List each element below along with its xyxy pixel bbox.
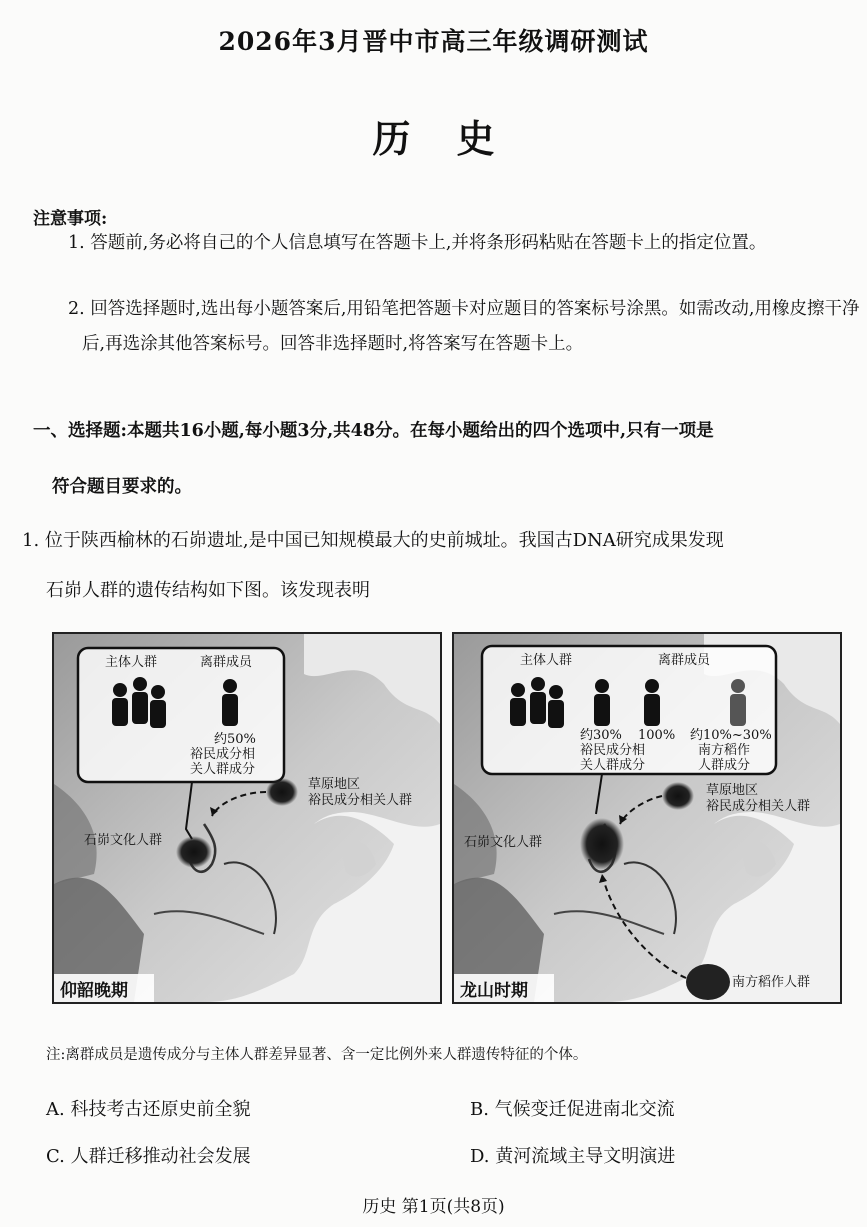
page-footer: 历史 第1页(共8页) bbox=[362, 1197, 505, 1217]
subject-title: 历史 bbox=[372, 116, 541, 161]
notice-item-2: 2. 回答选择题时,选出每小题答案后,用铅笔把答题卡对应题目的答案标号涂黑。如需改动,用橡皮擦干净后,再选涂其他答案标号。回答非选择题时,将答案写在答题卡上。 bbox=[68, 299, 860, 354]
label-pct-b-right: 100% bbox=[638, 728, 676, 743]
question-1-stem-cont: 石峁人群的遗传结构如下图。该发现表明 bbox=[46, 580, 370, 601]
option-b[interactable]: B. 气候变迁促进南北交流 bbox=[470, 1099, 675, 1120]
label-period-left: 仰韶晚期 bbox=[60, 981, 128, 1001]
question-1-stem: 1. 位于陕西榆林的石峁遗址,是中国已知规模最大的史前城址。我国古DNA研究成果发现 bbox=[22, 530, 724, 551]
shimao-blob-right bbox=[580, 818, 624, 870]
label-steppe1-left: 草原地区 bbox=[308, 777, 361, 792]
steppe-blob-left bbox=[266, 778, 298, 806]
label-desc-c1-right: 南方稻作 bbox=[698, 743, 751, 758]
section-heading-cont: 符合题目要求的。 bbox=[52, 477, 192, 497]
label-desc1-left: 裕民成分相 bbox=[190, 747, 256, 762]
map-left-graphic bbox=[54, 634, 440, 1002]
label-pct-left: 约50% bbox=[214, 732, 256, 747]
label-main-group-left: 主体人群 bbox=[105, 655, 158, 670]
label-desc2-left: 关人群成分 bbox=[190, 762, 256, 777]
label-desc-a1-right: 裕民成分相 bbox=[580, 743, 646, 758]
notice-item-1: 1. 答题前,务必将自己的个人信息填写在答题卡上,并将条形码粘贴在答题卡上的指定位置。 bbox=[68, 233, 767, 253]
figure-note: 注:离群成员是遗传成分与主体人群差异显著、含一定比例外来人群遗传特征的个体。 bbox=[46, 1047, 588, 1063]
notice-heading: 注意事项: bbox=[33, 209, 108, 229]
exam-title: 2026年3月晋中市高三年级调研测试 bbox=[218, 27, 649, 56]
steppe-blob-right bbox=[662, 782, 694, 810]
shimao-blob-left bbox=[176, 836, 212, 868]
label-shimao-left: 石峁文化人群 bbox=[84, 833, 163, 848]
label-main-group-right: 主体人群 bbox=[520, 653, 573, 668]
label-outlier-left: 离群成员 bbox=[200, 655, 253, 670]
label-south-right: 南方稻作人群 bbox=[732, 975, 811, 990]
option-d[interactable]: D. 黄河流域主导文明演进 bbox=[470, 1146, 676, 1167]
label-steppe2-left: 裕民成分相关人群 bbox=[308, 793, 413, 808]
option-a[interactable]: A. 科技考古还原史前全貌 bbox=[46, 1099, 251, 1120]
map-longshan bbox=[452, 632, 842, 1004]
label-steppe2-right: 裕民成分相关人群 bbox=[706, 799, 811, 814]
label-desc-a2-right: 关人群成分 bbox=[580, 758, 646, 773]
section-heading: 一、选择题:本题共16小题,每小题3分,共48分。在每小题给出的四个选项中,只有一项是 bbox=[33, 421, 714, 441]
label-pct-a-right: 约30% bbox=[580, 728, 622, 743]
label-pct-c-right: 约10%~30% bbox=[690, 728, 772, 743]
map-right-graphic bbox=[454, 634, 840, 1002]
label-desc-c2-right: 人群成分 bbox=[698, 758, 751, 773]
label-period-right: 龙山时期 bbox=[460, 981, 528, 1001]
map-yangshao-late bbox=[52, 632, 442, 1004]
label-outlier-right: 离群成员 bbox=[658, 653, 711, 668]
label-steppe1-right: 草原地区 bbox=[706, 783, 759, 798]
south-blob-right bbox=[686, 964, 730, 1000]
option-c[interactable]: C. 人群迁移推动社会发展 bbox=[46, 1146, 251, 1167]
label-shimao-right: 石峁文化人群 bbox=[464, 835, 543, 850]
